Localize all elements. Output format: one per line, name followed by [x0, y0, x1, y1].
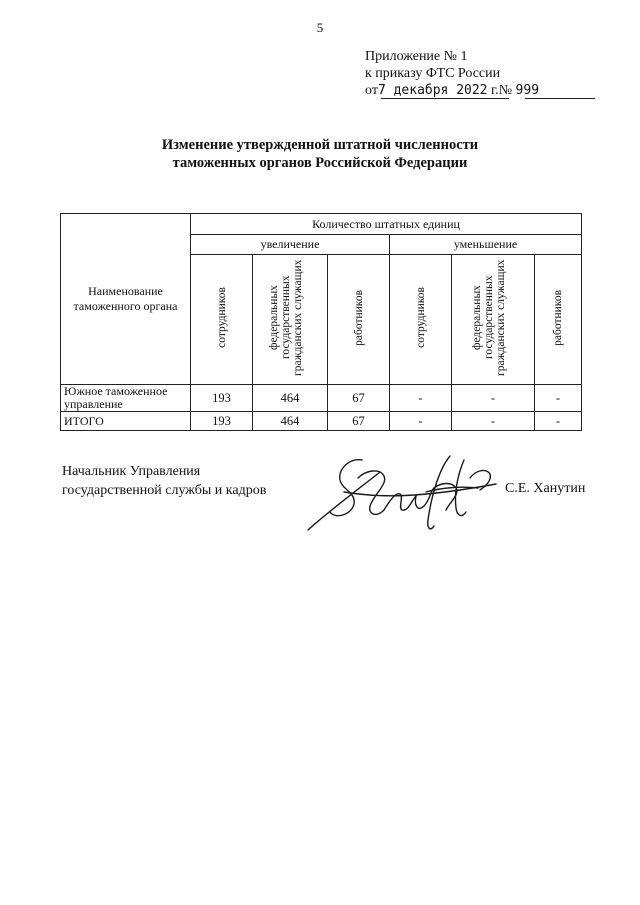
appendix-block	[365, 48, 539, 99]
header-staff-units: Количество штатных единиц	[191, 214, 582, 235]
cell-inc-workers: 67	[328, 385, 390, 412]
header-inc-employees	[191, 255, 253, 385]
cell-dec-civil: -	[452, 412, 535, 431]
staff-table	[60, 213, 582, 431]
header-dec-employees-text: сотрудников	[414, 287, 427, 348]
header-organ-name: Наименование таможенного органа	[61, 214, 191, 385]
number-underline	[525, 98, 595, 99]
header-dec-workers-text: работников	[552, 289, 565, 346]
header-inc-civil-text: федеральных государственных гражданских служащих	[268, 259, 304, 376]
signer-title-line-1: Начальник Управления	[62, 464, 201, 479]
cell-dec-workers: -	[535, 412, 582, 431]
year-suffix: г.	[491, 83, 499, 98]
appendix-order-ref: к приказу ФТС России	[365, 66, 501, 81]
signer-title	[62, 462, 266, 500]
header-increase: увеличение	[191, 235, 390, 255]
appendix-title: Приложение № 1	[365, 49, 468, 64]
cell-dec-employees: -	[390, 412, 452, 431]
header-dec-employees	[390, 255, 452, 385]
cell-inc-civil: 464	[253, 385, 328, 412]
header-inc-civil	[253, 255, 328, 385]
cell-inc-employees: 193	[191, 385, 253, 412]
table-row-total	[61, 412, 582, 431]
order-number: 999	[515, 83, 540, 98]
header-dec-civil-text: федеральных государственных гражданских служащих	[471, 259, 507, 376]
row-name: ИТОГО	[61, 412, 191, 431]
cell-dec-civil: -	[452, 385, 535, 412]
date-underline	[381, 98, 509, 99]
header-decrease: уменьшение	[390, 235, 582, 255]
order-date: 7 декабря 2022	[377, 83, 488, 98]
row-name: Южное таможенное управление	[61, 385, 191, 412]
header-dec-civil	[452, 255, 535, 385]
signer-name: С.Е. Ханутин	[505, 481, 586, 496]
table-row	[61, 385, 582, 412]
cell-inc-employees: 193	[191, 412, 253, 431]
header-dec-workers	[535, 255, 582, 385]
cell-dec-workers: -	[535, 385, 582, 412]
cell-dec-employees: -	[390, 385, 452, 412]
header-inc-employees-text: сотрудников	[215, 287, 228, 348]
document-title	[0, 136, 640, 172]
header-inc-workers-text: работников	[352, 289, 365, 346]
title-line-1: Изменение утвержденной штатной численности	[161, 137, 479, 153]
from-label: от	[365, 83, 378, 98]
number-label: №	[498, 83, 513, 98]
handwritten-signature	[300, 448, 510, 538]
page-number: 5	[316, 20, 324, 35]
title-line-2: таможенных органов Российской Федерации	[172, 155, 468, 171]
header-inc-workers	[328, 255, 390, 385]
cell-inc-civil: 464	[253, 412, 328, 431]
signer-title-line-2: государственной службы и кадров	[62, 483, 267, 498]
appendix-order-date-line	[365, 82, 539, 99]
cell-inc-workers: 67	[328, 412, 390, 431]
